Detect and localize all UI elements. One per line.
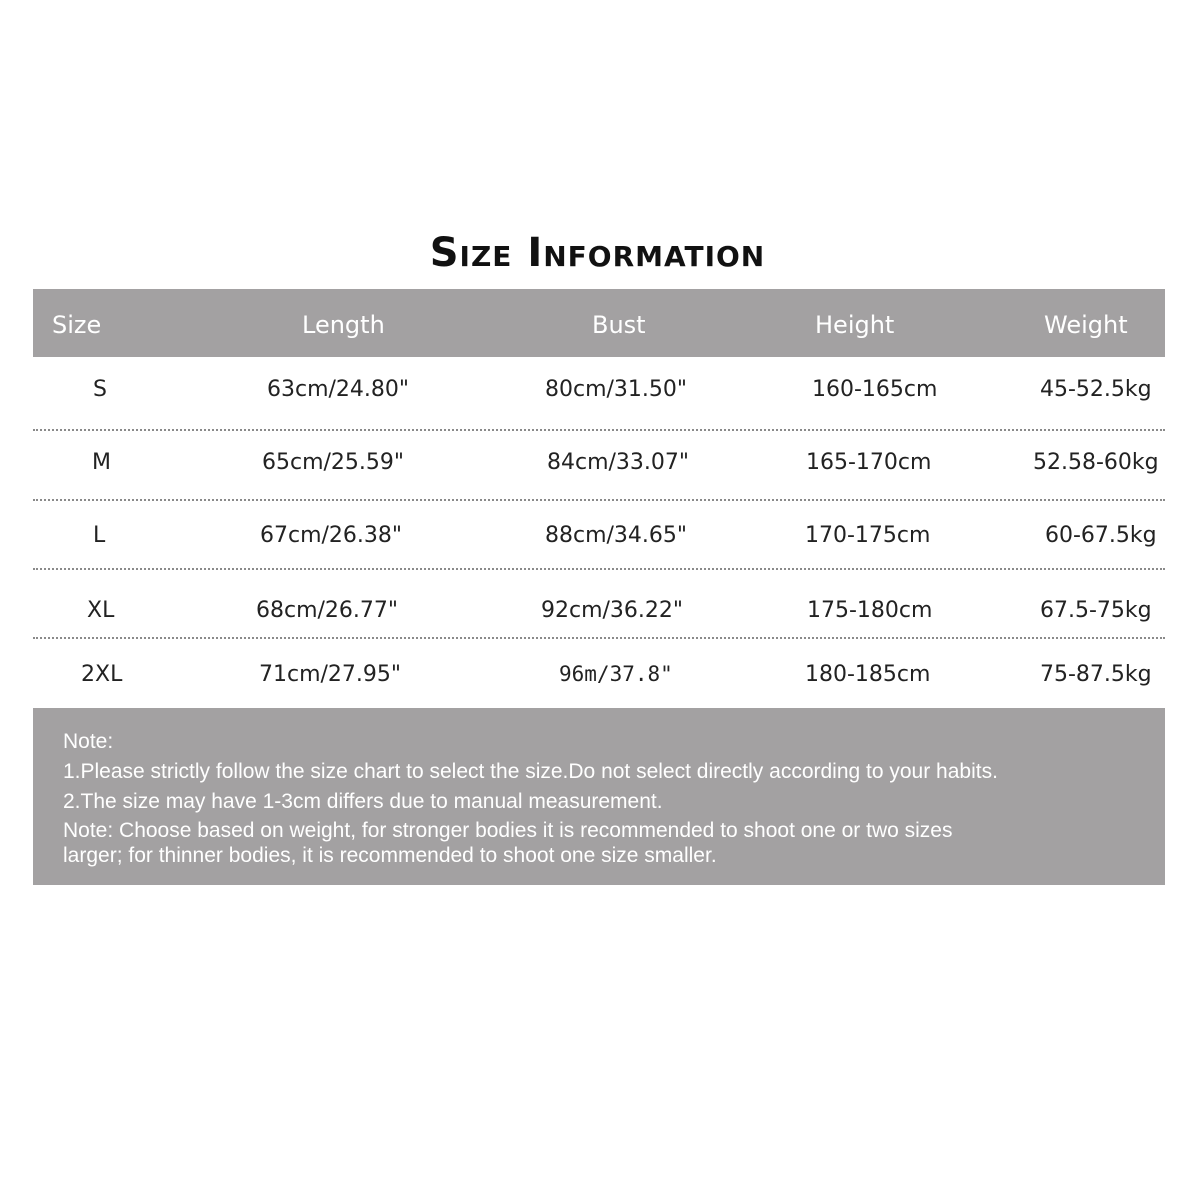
- cell-size: 2XL: [81, 662, 123, 687]
- cell-height: 170-175cm: [805, 523, 931, 548]
- cell-length: 65cm/25.59": [262, 450, 405, 475]
- cell-bust: 88cm/34.65": [545, 523, 688, 548]
- header-length: Length: [302, 311, 385, 339]
- cell-weight: 52.58-60kg: [1033, 450, 1159, 475]
- cell-bust: 92cm/36.22": [541, 598, 684, 623]
- cell-length: 67cm/26.38": [260, 523, 403, 548]
- note-line-2: 2.The size may have 1-3cm differs due to manual measurement.: [63, 790, 663, 813]
- note-line-1: 1.Please strictly follow the size chart to select the size.Do not select directly according to your habits.: [63, 760, 998, 783]
- row-divider: [33, 499, 1165, 501]
- cell-bust: 96m/37.8": [559, 662, 673, 686]
- row-divider: [33, 429, 1165, 431]
- table-header: [33, 289, 1165, 357]
- cell-height: 180-185cm: [805, 662, 931, 687]
- cell-height: 165-170cm: [806, 450, 932, 475]
- header-size: Size: [52, 311, 102, 339]
- notes-box: [33, 708, 1165, 885]
- cell-weight: 45-52.5kg: [1040, 377, 1152, 402]
- header-height: Height: [815, 311, 895, 339]
- cell-weight: 67.5-75kg: [1040, 598, 1152, 623]
- cell-length: 63cm/24.80": [267, 377, 410, 402]
- cell-height: 160-165cm: [812, 377, 938, 402]
- header-bust: Bust: [592, 311, 646, 339]
- cell-bust: 80cm/31.50": [545, 377, 688, 402]
- page-title: Size Information: [429, 230, 766, 276]
- cell-weight: 75-87.5kg: [1040, 662, 1152, 687]
- note-line-3: Note: Choose based on weight, for stronger bodies it is recommended to shoot one or two sizes: [63, 819, 953, 842]
- cell-weight: 60-67.5kg: [1045, 523, 1157, 548]
- row-divider: [33, 637, 1165, 639]
- cell-size: S: [93, 377, 107, 402]
- cell-length: 71cm/27.95": [259, 662, 402, 687]
- cell-size: XL: [87, 598, 115, 623]
- cell-length: 68cm/26.77": [256, 598, 399, 623]
- cell-height: 175-180cm: [807, 598, 933, 623]
- header-weight: Weight: [1044, 311, 1128, 339]
- row-divider: [33, 568, 1165, 570]
- size-table: [33, 289, 1165, 687]
- cell-bust: 84cm/33.07": [547, 450, 690, 475]
- cell-size: M: [92, 450, 111, 475]
- cell-size: L: [93, 523, 106, 548]
- note-line-4: larger; for thinner bodies, it is recommended to shoot one size smaller.: [63, 844, 717, 867]
- notes-heading: Note:: [63, 730, 114, 753]
